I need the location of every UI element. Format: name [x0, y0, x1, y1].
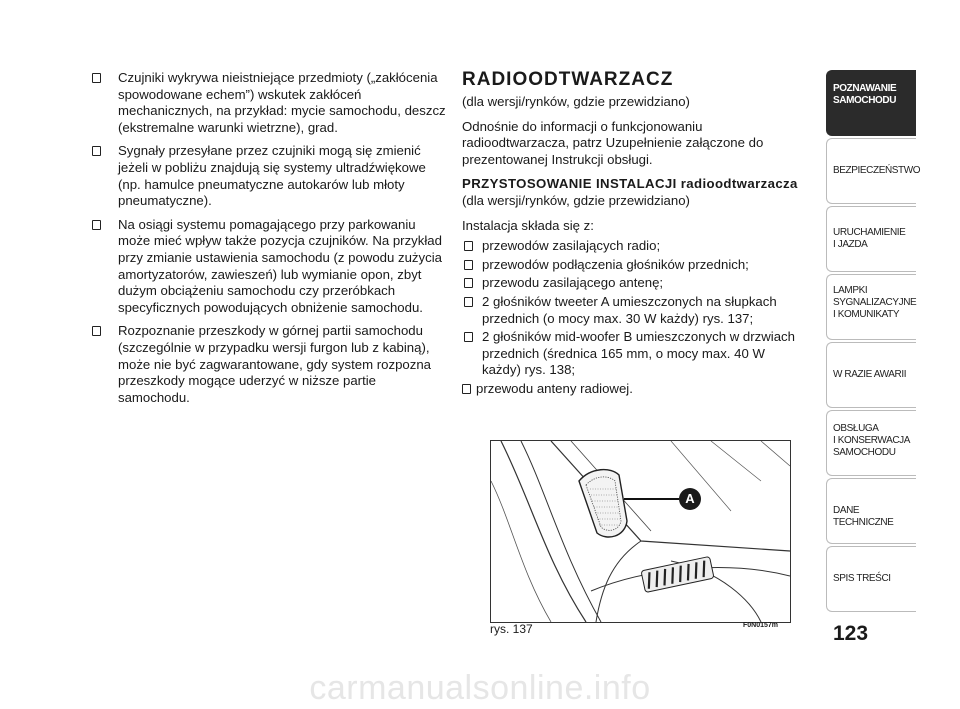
left-column: [90, 70, 446, 413]
list-item: 2 głośników mid-woofer B umieszczonych w drzwiach przednich (średnica 165 mm, o mocy max. 40 W każdy) rys. 138;: [462, 329, 802, 379]
tab-uruchamienie-i-jazda[interactable]: URUCHAMIENIE I JAZDA: [826, 206, 916, 272]
checkbox-bullet-icon: [92, 326, 101, 336]
watermark: carmanualsonline.info: [309, 669, 651, 707]
tab-w-razie-awarii[interactable]: W RAZIE AWARII: [826, 342, 916, 408]
checkbox-bullet-icon: [464, 278, 473, 288]
tab-dane-techniczne[interactable]: DANE TECHNICZNE: [826, 478, 916, 544]
checkbox-bullet-icon: [462, 384, 471, 394]
figure-tweeter-speaker: [490, 440, 791, 623]
section-heading: RADIOODTWARZACZ: [462, 69, 674, 90]
list-item: przewodów zasilających radio;: [462, 238, 802, 255]
info-paragraph: Odnośnie do informacji o funkcjonowaniu radioodtwarzacza, patrz Uzupełnienie załączone do prezentowanej Instrukcji obsługi.: [462, 118, 764, 167]
checkbox-bullet-icon: [464, 332, 473, 342]
tweeter-illustration: [491, 441, 790, 622]
right-column: [462, 68, 802, 400]
page-number: 123: [833, 622, 869, 645]
figure-caption: rys. 137: [490, 622, 533, 636]
list-item: przewodu anteny radiowej.: [462, 381, 802, 398]
callout-a: A: [679, 488, 701, 510]
figure-code: F0N0157m: [743, 622, 779, 629]
tab-bezpieczenstwo[interactable]: BEZPIECZEŃSTWO: [826, 138, 916, 204]
installation-intro: Instalacja składa się z:: [462, 217, 594, 233]
list-item: 2 głośników tweeter A umieszczonych na słupkach przednich (o mocy max. 30 W każdy) rys. 137;: [462, 294, 802, 327]
left-bullet-1: Czujniki wykrywa nieistniejące przedmioty („zakłócenia spowodowane echem”) wskutek zakłóceń mechanicznych, na przykład: mycie samochodu, deszcz (ekstremalne warunki wietrzne), grad.: [90, 70, 446, 136]
installation-subheading: PRZYSTOSOWANIE INSTALACJI radioodtwarzacza (dla wersji/rynków, gdzie przewidziano): [462, 176, 798, 208]
list-item: przewodów podłączenia głośników przednich;: [462, 257, 802, 274]
tab-lampki-sygnalizacyjne[interactable]: LAMPKI SYGNALIZACYJNE I KOMUNIKATY: [826, 274, 916, 340]
tab-obsluga-i-konserwacja[interactable]: OBSŁUGA I KONSERWACJA SAMOCHODU: [826, 410, 916, 476]
checkbox-bullet-icon: [92, 220, 101, 230]
left-bullet-4: Rozpoznanie przeszkody w górnej partii samochodu (szczególnie w przypadku wersji furgon lub z kabiną), może nie być zagwarantowane, gdy system rozpozna przeszkody mogące uderzyć w niższe partie samochodu.: [90, 323, 446, 406]
left-bullet-2: Sygnały przesyłane przez czujniki mogą się zmienić jeżeli w pobliżu znajdują się systemy ultradźwiękowe (np. hamulce pneumatyczne autokarów lub młoty pneumatyczne).: [90, 143, 446, 209]
checkbox-bullet-icon: [92, 146, 101, 156]
checkbox-bullet-icon: [92, 73, 101, 83]
left-bullet-3: Na osiągi systemu pomagającego przy parkowaniu może mieć wpływ także pozycja czujników. Na przykład przy zmianie ustawienia samochodu (z powodu zużycia amortyzatorów, zawieszeń) lub wymianie opon, zbyt dużym obciążeniu samochodu czy przeróbkach specyficznych powodujących obniżenie samochodu.: [90, 217, 446, 317]
section-subtitle: (dla wersji/rynków, gdzie przewidziano): [462, 94, 690, 109]
list-item: przewodu zasilającego antenę;: [462, 275, 802, 292]
checkbox-bullet-icon: [464, 297, 473, 307]
checkbox-bullet-icon: [464, 241, 473, 251]
tab-poznawanie-samochodu[interactable]: POZNAWANIE SAMOCHODU: [826, 70, 916, 136]
tab-spis-tresci[interactable]: SPIS TREŚCI: [826, 546, 916, 612]
checkbox-bullet-icon: [464, 260, 473, 270]
